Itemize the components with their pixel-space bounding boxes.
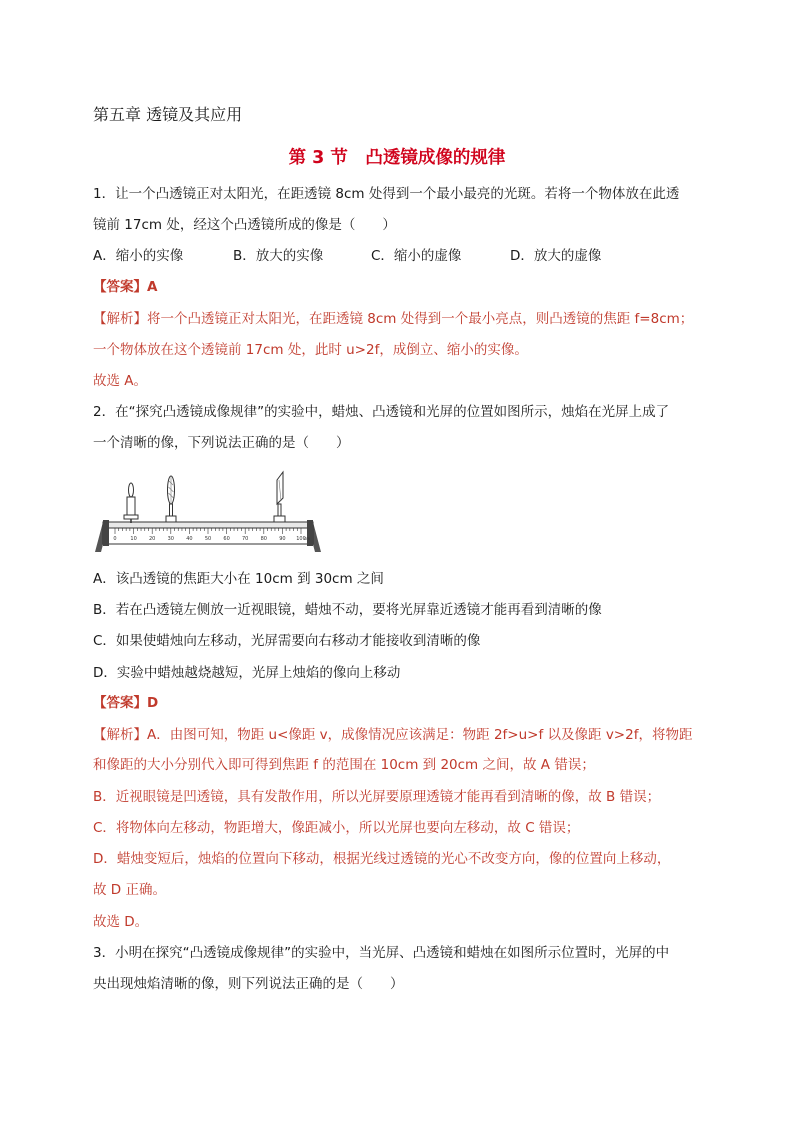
q1-stem-line2: 镜前 17cm 处，经这个凸透镜所成的像是（ ） [93, 217, 396, 233]
scale-label: 60 [223, 536, 230, 542]
candle-holder [124, 515, 138, 519]
q1-option-b: B．放大的实像 [233, 248, 324, 264]
scale-label: 70 [242, 536, 249, 542]
scale-label: 10 [130, 536, 137, 542]
q2-stem-line1: 2．在“探究凸透镜成像规律”的实验中，蜡烛、凸透镜和光屏的位置如图所示，烛焰在光屏上成了 [93, 404, 670, 420]
scale-label: 0 [113, 536, 117, 542]
scale-label: 20 [149, 536, 156, 542]
bench-left-clamp [103, 520, 109, 546]
bench-right-clamp [307, 520, 313, 546]
q2-analysis-line4: C．将物体向左移动，物距增大，像距减小，所以光屏也要向左移动，故 C 错误； [93, 820, 580, 836]
q1-conclusion: 故选 A。 [93, 373, 148, 389]
q2-conclusion: 故选 D。 [93, 914, 149, 930]
screen-stand [278, 504, 281, 517]
chapter-title: 第五章 透镜及其应用 [93, 105, 243, 124]
q1-answer: 【答案】A [93, 279, 158, 295]
candle-flame [129, 483, 134, 497]
q1-analysis-line2: 一个物体放在这个透镜前 17cm 处，此时 u>2f，成倒立、缩小的实像。 [93, 342, 528, 358]
q2-option-b: B．若在凸透镜左侧放一近视眼镜，蜡烛不动，要将光屏靠近透镜才能再看到清晰的像 [93, 602, 602, 618]
q2-analysis-line5: D．蜡烛变短后，烛焰的位置向下移动，根据光线过透镜的光心不改变方向，像的位置向上移动， [93, 851, 671, 867]
q2-option-a: A．该凸透镜的焦距大小在 10cm 到 30cm 之间 [93, 571, 384, 587]
scale-label: 30 [167, 536, 174, 542]
scale-label: 90 [279, 536, 286, 542]
q2-option-c: C．如果使蜡烛向左移动，光屏需要向右移动才能接收到清晰的像 [93, 633, 481, 649]
optical-bench-diagram [93, 468, 323, 556]
candle [124, 483, 138, 523]
q2-answer: 【答案】D [93, 695, 159, 711]
q3-stem-line1: 3．小明在探究“凸透镜成像规律”的实验中，当光屏、凸透镜和蜡烛在如图所示位置时，光屏的中 [93, 945, 670, 961]
light-screen [274, 472, 285, 522]
bench-rail [103, 522, 313, 528]
q2-analysis-line3: B．近视眼镜是凹透镜，具有发散作用，所以光屏要原理透镜才能再看到清晰的像，故 B 错误； [93, 789, 661, 805]
q2-option-d: D．实验中蜡烛越烧越短，光屏上烛焰的像向上移动 [93, 665, 401, 681]
q1-option-a: A．缩小的实像 [93, 248, 184, 264]
q2-analysis-line1: 【解析】A．由图可知，物距 u<像距 v，成像情况应该满足：物距 2f>u>f 以及像距 v>2f，将物距 [93, 727, 693, 743]
scale-unit: cm [304, 536, 311, 541]
candle-body [127, 497, 135, 516]
lens-holder [166, 516, 176, 522]
q1-option-d: D．放大的虚像 [510, 248, 602, 264]
q2-analysis-line2: 和像距的大小分别代入即可得到焦距 f 的范围在 10cm 到 20cm 之间，故 A 错误； [93, 757, 595, 773]
lens-stand [170, 504, 173, 516]
q1-stem-line1: 1．让一个凸透镜正对太阳光，在距透镜 8cm 处得到一个最小最亮的光斑。若将一个物体放在此透 [93, 186, 680, 202]
scale-label: 80 [260, 536, 267, 542]
q1-analysis-line1: 【解析】将一个凸透镜正对太阳光，在距透镜 8cm 处得到一个最小亮点，则凸透镜的焦距 f=8cm； [93, 311, 694, 327]
convex-lens [166, 476, 176, 522]
q2-analysis-line6: 故 D 正确。 [93, 882, 166, 898]
q2-stem-line2: 一个清晰的像，下列说法正确的是（ ） [93, 435, 350, 451]
optical-bench-figure [93, 468, 323, 560]
q1-option-c: C．缩小的虚像 [371, 248, 462, 264]
scale-label: 50 [204, 536, 212, 542]
section-title: 第 3 节 凸透镜成像的规律 [288, 148, 506, 168]
screen-holder [274, 516, 285, 522]
q3-stem-line2: 央出现烛焰清晰的像，则下列说法正确的是（ ） [93, 976, 404, 992]
scale-label: 40 [186, 536, 193, 542]
scale-label: 100 [296, 536, 306, 542]
